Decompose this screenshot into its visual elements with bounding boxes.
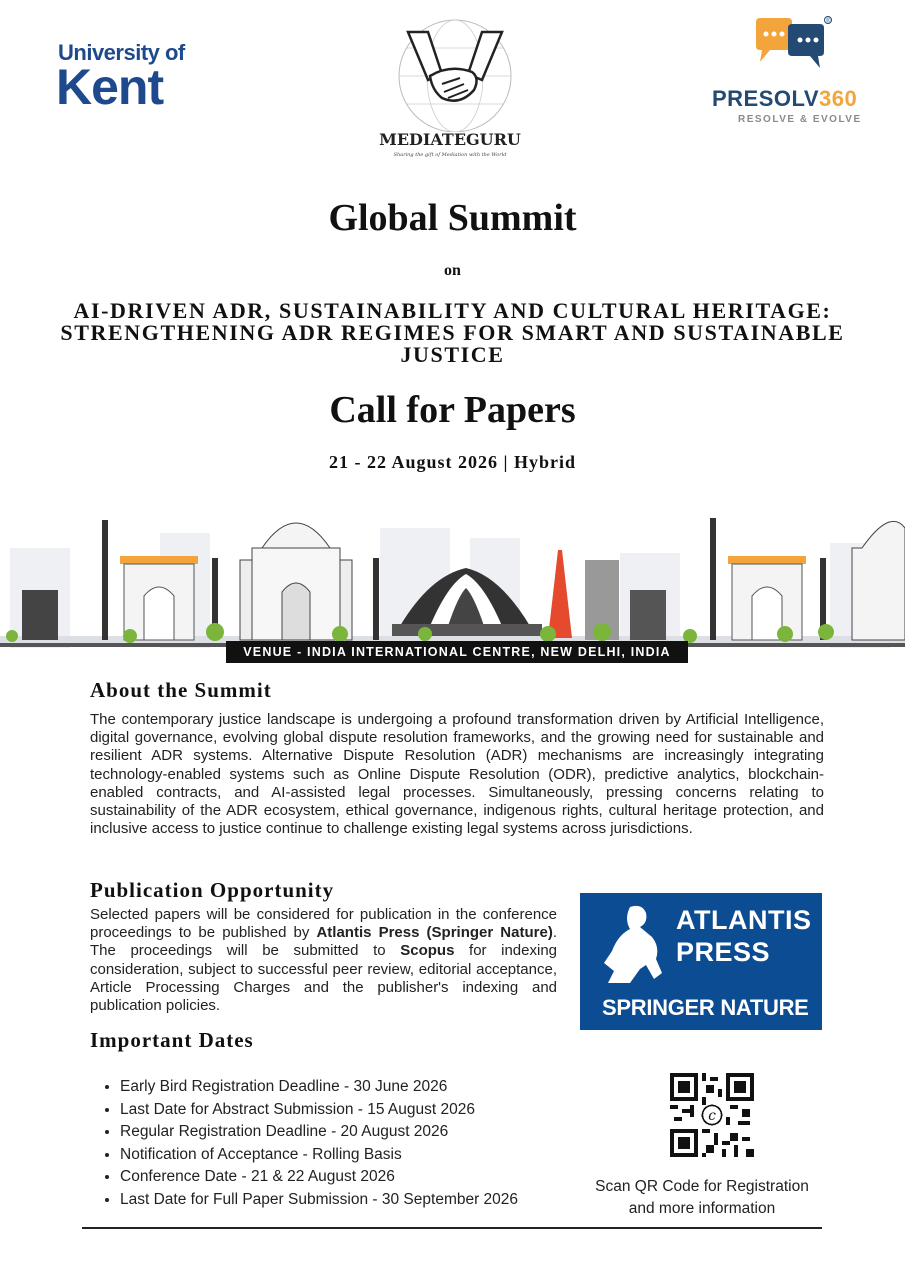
publication-text: Selected papers will be considered for publication in the conference proceedings to be published by Atlantis Press (Springer Nature). The proceedings will be submitted to Scopus for indexing consideration, subject to successful peer review, editorial acceptance, Article Processing Charges and the publisher's indexing and publication policies. bbox=[90, 906, 558, 1015]
list-item: • Early Bird Registration Deadline - 30 June 2026 bbox=[120, 1076, 518, 1099]
list-item: • Last Date for Full Paper Submission - 30 September 2026 bbox=[120, 1189, 518, 1212]
kent-logo-line1: University of bbox=[58, 40, 185, 65]
thinker-statue-icon bbox=[600, 901, 672, 987]
atlantis-press-logo bbox=[580, 893, 822, 1030]
qr-caption: Scan QR Code for Registration and more information bbox=[595, 1178, 809, 1217]
svg-text:c: c bbox=[708, 1108, 716, 1125]
publication-heading: Publication Opportunity bbox=[90, 878, 335, 902]
about-text: The contemporary justice landscape is undergoing a profound transformation driven by Artificial Intelligence, digital governance, evolving global dispute resolution frameworks, and the growing need for sustainable and resilient ADR systems. Alternative Dispute Resolution (ADR) mechanisms are increasingly integrating technology-enabled systems such as Online Dispute Resolution (ODR), predictive analytics, blockchain-enabled contracts, and AI-assisted legal processes. Simultaneously, pressing concerns relating to sustainability of the ADR ecosystem, ethical governance, indigenous rights, cultural heritage protection, and inclusive access to justice continue to challenge existing legal systems across jurisdictions. bbox=[90, 711, 824, 838]
title-on: on bbox=[444, 262, 461, 279]
mediateguru-name: MEDIATEGURU bbox=[379, 130, 521, 149]
delhi-skyline-illustration bbox=[0, 488, 905, 658]
registered-mark: ® bbox=[826, 18, 831, 25]
important-dates-heading: Important Dates bbox=[90, 1028, 254, 1052]
registration-qr-code[interactable] bbox=[670, 1073, 754, 1157]
list-item: • Conference Date - 21 & 22 August 2026 bbox=[120, 1166, 518, 1189]
footer-divider bbox=[82, 1227, 822, 1229]
mediateguru-tagline: Sharing the gift of Mediation with the World bbox=[393, 152, 507, 158]
summit-theme: AI-DRIVEN ADR, SUSTAINABILITY AND CULTURAL HERITAGE: STRENGTHENING ADR REGIMES FOR SMART AND SUSTAINABLE JUSTICE bbox=[60, 298, 845, 367]
page-title: Global Summit bbox=[328, 197, 577, 239]
list-item: • Last Date for Abstract Submission - 15 August 2026 bbox=[120, 1099, 518, 1122]
call-for-papers-heading: Call for Papers bbox=[329, 389, 576, 431]
venue-banner: VENUE - INDIA INTERNATIONAL CENTRE, NEW DELHI, INDIA bbox=[226, 641, 688, 663]
list-item: • Regular Registration Deadline - 20 August 2026 bbox=[120, 1121, 518, 1144]
presolv-tagline: RESOLVE & EVOLVE bbox=[738, 114, 862, 125]
atlantis-line1: ATLANTIS bbox=[676, 905, 812, 935]
presolv-name: PRESOLV360 bbox=[712, 86, 858, 111]
chat-bubbles-icon bbox=[752, 14, 832, 79]
list-item: • Notification of Acceptance - Rolling Basis bbox=[120, 1144, 518, 1167]
atlantis-line2: PRESS bbox=[676, 937, 771, 967]
about-heading: About the Summit bbox=[90, 678, 272, 702]
mediateguru-logo bbox=[380, 14, 530, 137]
important-dates-list bbox=[100, 1076, 518, 1212]
kent-logo-line2: Kent bbox=[56, 59, 164, 115]
handshake-globe-icon bbox=[380, 14, 530, 132]
springer-nature-label: SPRINGER NATURE bbox=[602, 995, 809, 1020]
event-dates: 21 - 22 August 2026 | Hybrid bbox=[329, 452, 576, 472]
